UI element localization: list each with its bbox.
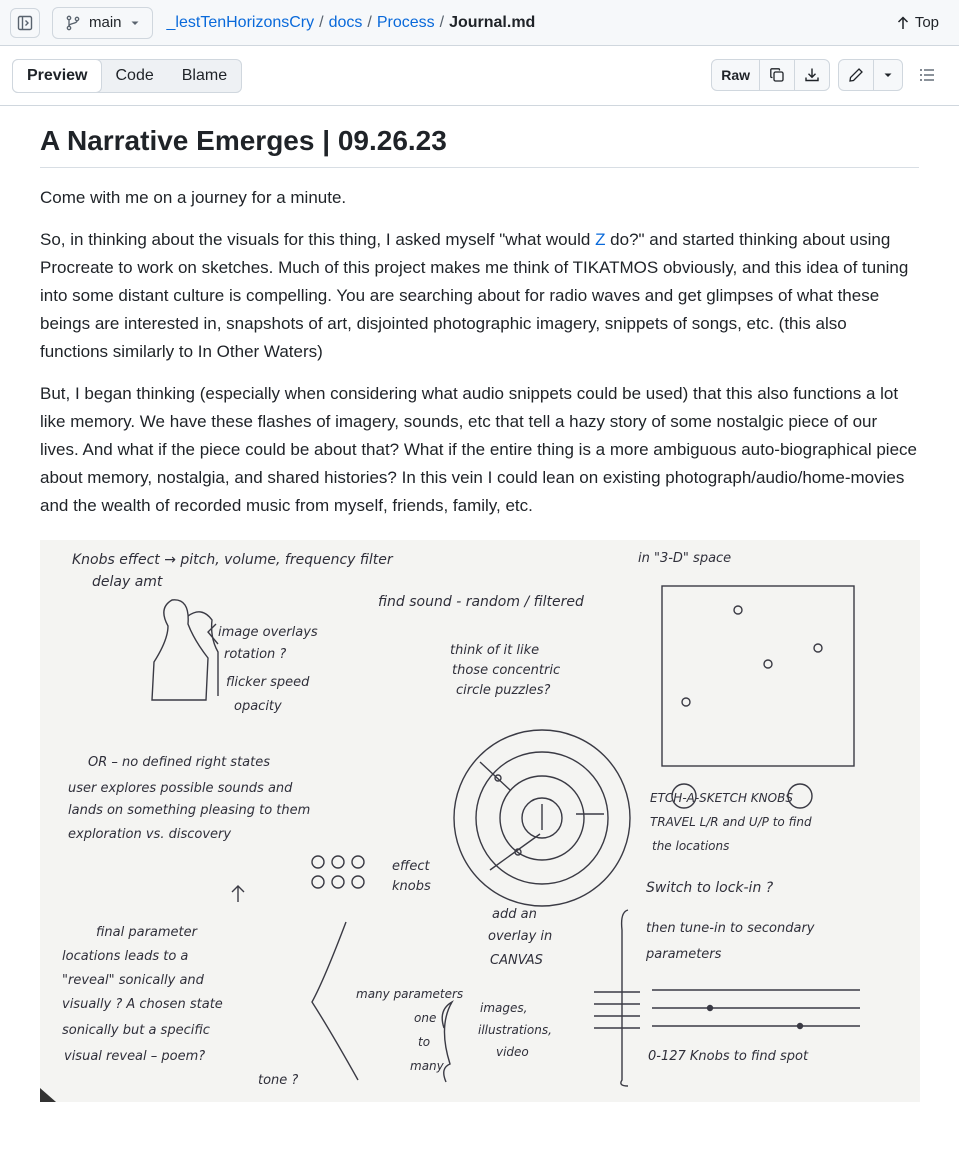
- file-toolbar: [0, 46, 959, 106]
- sketch-note: the locations: [652, 838, 730, 853]
- pencil-icon: [848, 67, 864, 83]
- breadcrumb-docs-link[interactable]: docs: [328, 13, 363, 31]
- arrow-up-icon: [897, 16, 909, 30]
- sketch-note: knobs: [392, 878, 431, 894]
- sketch-note: effect: [392, 858, 430, 874]
- download-raw-button[interactable]: [795, 60, 829, 90]
- sketch-note: images,: [480, 1000, 528, 1015]
- breadcrumb-process-link[interactable]: Process: [376, 13, 435, 31]
- top-label: Top: [914, 14, 939, 31]
- caret-down-icon: [883, 70, 893, 80]
- sketch-note: CANVAS: [490, 952, 543, 968]
- raw-button[interactable]: Raw: [712, 60, 760, 90]
- list-unordered-icon: [919, 67, 935, 83]
- sketch-note: overlay in: [488, 928, 553, 944]
- sketch-note: sonically but a specific: [62, 1022, 210, 1038]
- file-header-bar: [0, 0, 959, 46]
- paragraph-visuals: [40, 226, 919, 366]
- markdown-body: [0, 106, 959, 1107]
- raw-actions-group: [711, 59, 830, 91]
- sketch-note: rotation ?: [224, 646, 287, 662]
- tab-preview[interactable]: Preview: [12, 59, 102, 93]
- tab-blame[interactable]: Blame: [181, 66, 228, 84]
- sidebar-expand-icon: [17, 15, 33, 31]
- branch-selector[interactable]: [52, 7, 153, 39]
- branch-name: main: [89, 14, 122, 31]
- download-icon: [804, 67, 820, 83]
- sketch-note: OR – no defined right states: [88, 754, 271, 770]
- sketch-note: find sound - random / filtered: [378, 593, 584, 610]
- sketch-note: flicker speed: [226, 674, 310, 690]
- sketch-note: lands on something pleasing to them: [68, 802, 311, 818]
- page-title: A Narrative Emerges | 09.26.23: [40, 124, 919, 168]
- sketch-note: parameters: [646, 946, 722, 962]
- sketch-note: one: [414, 1010, 437, 1025]
- breadcrumb: [167, 14, 536, 32]
- breadcrumb-current-file: Journal.md: [449, 13, 536, 31]
- sketch-note: 0-127 Knobs to find spot: [648, 1048, 809, 1064]
- edit-options-dropdown[interactable]: [874, 60, 902, 90]
- sketch-note: TRAVEL L/R and U/P to find: [650, 814, 812, 829]
- breadcrumb-repo-link[interactable]: _lestTenHorizonsCry: [166, 13, 315, 31]
- expand-sidebar-button[interactable]: [10, 8, 40, 38]
- copy-icon: [769, 67, 785, 83]
- sketch-note: many parameters: [356, 986, 464, 1001]
- sketch-note: add an: [492, 906, 537, 922]
- breadcrumb-separator: /: [367, 13, 372, 31]
- copy-raw-button[interactable]: [760, 60, 795, 90]
- caret-down-icon: [130, 18, 140, 28]
- sketch-note: circle puzzles?: [456, 682, 551, 698]
- sketch-note: many: [410, 1058, 444, 1073]
- paragraph-intro: Come with me on a journey for a minute.: [40, 187, 347, 207]
- sketch-note: tone ?: [258, 1072, 299, 1088]
- git-branch-icon: [65, 15, 81, 31]
- paragraph-text: do?" and started thinking about using Procreate to work on sketches. Much of this project makes me think of TIKATMOS obviously, and this idea of tuning into some distant culture is compelling. You are searching about for radio waves and get glimpses of what these beings are interested in, snapshots of art, disjointed photographic imagery, snippets of songs, etc. (this also functions similarly to In Other Waters): [40, 229, 909, 361]
- sketch-note: final parameter: [96, 924, 197, 940]
- sketch-note: ETCH-A-SKETCH KNOBS: [650, 790, 793, 805]
- sketch-note: "reveal" sonically and: [62, 972, 204, 988]
- sketch-note: illustrations,: [478, 1022, 552, 1037]
- sketch-note: those concentric: [452, 662, 561, 678]
- paragraph-text: So, in thinking about the visuals for this thing, I asked myself "what would: [40, 229, 596, 249]
- sketch-note: Switch to lock-in ?: [646, 879, 774, 896]
- tab-code[interactable]: Code: [115, 66, 154, 84]
- edit-file-button[interactable]: [839, 60, 874, 90]
- sketch-note: locations leads to a: [62, 948, 189, 964]
- sketch-note: Knobs effect → pitch, volume, frequency filter: [72, 551, 393, 568]
- sketch-note: delay amt: [92, 573, 163, 590]
- z-link[interactable]: Z: [595, 229, 606, 249]
- paragraph-memory: But, I began thinking (especially when considering what audio snippets could be used) that this also functions a lot like memory. We have these flashes of imagery, sounds, etc that tell a hazy story of some nostalgic piece of our lives. And what if the piece could be about that? What if the entire thing is a more ambiguous auto-biographical piece about memory, nostalgia, and shared histories? In this vein I could lean on existing photograph/audio/home-movies and the wealth of recorded music from myself, friends, family, etc.: [40, 383, 917, 515]
- sketch-note: visual reveal – poem?: [64, 1048, 206, 1064]
- view-mode-tabs: [12, 59, 242, 93]
- back-to-top-link[interactable]: [897, 14, 939, 31]
- sketch-note: video: [496, 1044, 529, 1059]
- sketch-note: visually ? A chosen state: [62, 996, 223, 1012]
- file-actions: [711, 59, 943, 91]
- sketch-note: think of it like: [450, 642, 540, 658]
- breadcrumb-separator: /: [439, 13, 445, 31]
- edit-actions-group: [838, 59, 903, 91]
- breadcrumb-separator: /: [319, 13, 324, 31]
- sketch-note: user explores possible sounds and: [68, 780, 293, 796]
- sketch-note: in "3-D" space: [638, 550, 732, 566]
- sketch-note: image overlays: [218, 624, 318, 640]
- sketch-image: [40, 540, 920, 1102]
- sketch-note: to: [418, 1034, 431, 1049]
- sketch-note: opacity: [234, 698, 282, 714]
- sketch-note: exploration vs. discovery: [68, 826, 232, 842]
- sketch-note: then tune-in to secondary: [646, 920, 815, 936]
- outline-button[interactable]: [911, 59, 943, 91]
